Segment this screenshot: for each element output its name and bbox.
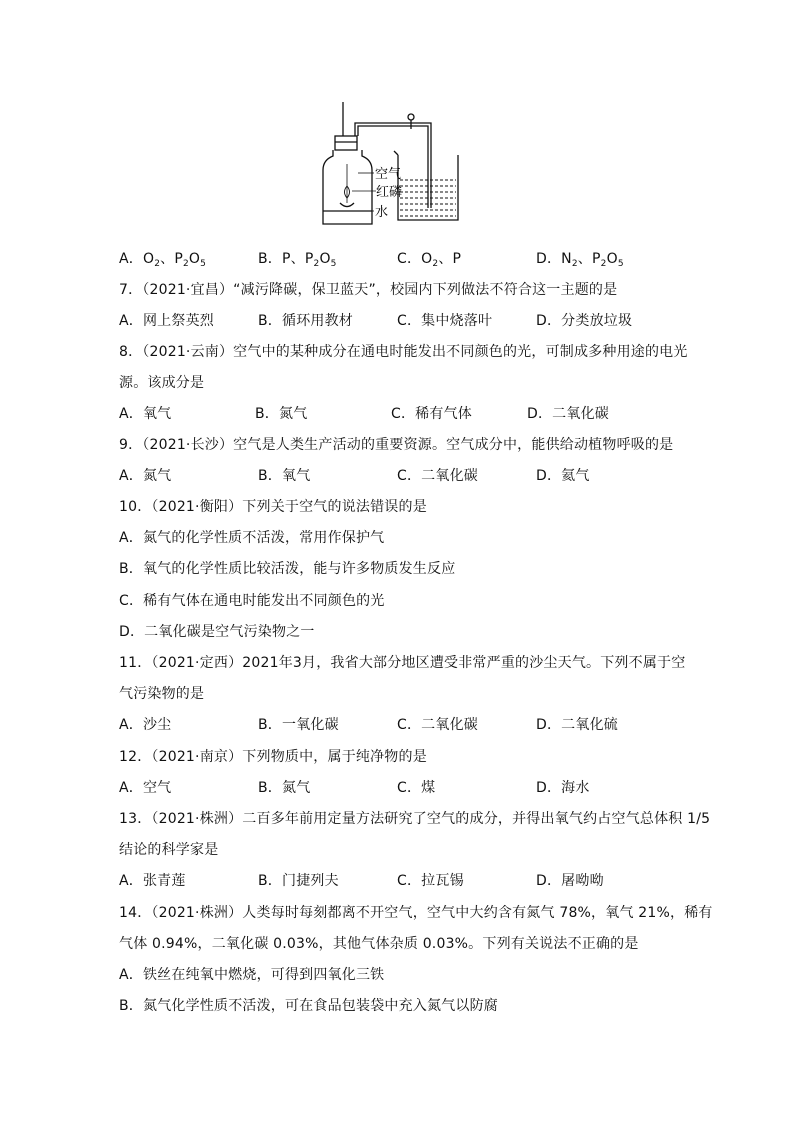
option-c: C．拉瓦锡 bbox=[397, 873, 464, 889]
q10-option-d: D．二氧化碳是空气污染物之一 bbox=[119, 624, 315, 640]
option-d: D．氦气 bbox=[536, 468, 590, 484]
option-b: B．氮气 bbox=[258, 780, 311, 796]
option-a: A．张青莲 bbox=[119, 873, 186, 889]
label-water: 水 bbox=[375, 205, 389, 220]
option-a: A．氮气 bbox=[119, 468, 172, 484]
option-c: C．煤 bbox=[397, 780, 436, 796]
q13-stem-line1: 13．（2021·株洲）二百多年前用定量方法研究了空气的成分，并得出氧气约占空气总体积 1/5 bbox=[119, 811, 711, 827]
q14-stem-line1: 14．（2021·株洲）人类每时每刻都离不开空气，空气中大约含有氮气 78%，氧气 21%，稀有 bbox=[119, 905, 713, 921]
option-b: B．循环用教材 bbox=[258, 313, 354, 329]
option-c: C．二氧化碳 bbox=[397, 717, 478, 733]
option-b: B．氧气 bbox=[258, 468, 311, 484]
option-c: C．集中烧落叶 bbox=[397, 313, 493, 329]
q11-stem-line1: 11．（2021·定西）2021年3月，我省大部分地区遭受非常严重的沙尘天气。下列不属于空 bbox=[119, 655, 686, 671]
option-d: D．二氧化碳 bbox=[527, 406, 609, 422]
q12-stem: 12．（2021·南京）下列物质中，属于纯净物的是 bbox=[119, 749, 427, 765]
option-b: B．氮气 bbox=[255, 406, 308, 422]
q14-option-b: B．氮气化学性质不活泼，可在食品包装袋中充入氮气以防腐 bbox=[119, 998, 499, 1014]
option-a: A．氧气 bbox=[119, 406, 172, 422]
option-a: A．空气 bbox=[119, 780, 172, 796]
option-d: D．海水 bbox=[536, 780, 590, 796]
q8-stem-line1: 8．（2021·云南）空气中的某种成分在通电时能发出不同颜色的光，可制成多种用途的电光 bbox=[119, 344, 688, 360]
option-b: B．一氧化碳 bbox=[258, 717, 339, 733]
option-d: D．分类放垃圾 bbox=[536, 313, 633, 329]
q7-stem: 7．（2021·宜昌）“减污降碳，保卫蓝天”，校园内下列做法不符合这一主题的是 bbox=[119, 282, 618, 298]
q10-option-a: A．氮气的化学性质不活泼，常用作保护气 bbox=[119, 530, 385, 546]
option-c: C．二氧化碳 bbox=[397, 468, 478, 484]
apparatus-figure bbox=[318, 100, 466, 232]
q14-stem-line2: 气体 0.94%，二氧化碳 0.03%，其他气体杂质 0.03%。下列有关说法不正确的是 bbox=[119, 936, 639, 952]
q8-stem-line2: 源。该成分是 bbox=[119, 375, 205, 391]
option-b: B．P、$P_2O_5$ bbox=[258, 251, 337, 269]
label-red-phosphorus: 红磷 bbox=[376, 185, 403, 200]
option-b: B．门捷列夫 bbox=[258, 873, 339, 889]
q11-stem-line2: 气污染物的是 bbox=[119, 686, 205, 702]
apparatus-diagram bbox=[318, 100, 466, 232]
option-d: D．二氧化硫 bbox=[536, 717, 618, 733]
option-d: D．屠呦呦 bbox=[536, 873, 604, 889]
q10-option-c: C．稀有气体在通电时能发出不同颜色的光 bbox=[119, 593, 385, 609]
q9-stem: 9．（2021·长沙）空气是人类生产活动的重要资源。空气成分中，能供给动植物呼吸的是 bbox=[119, 437, 674, 453]
q10-stem: 10．（2021·衡阳）下列关于空气的说法错误的是 bbox=[119, 499, 427, 515]
option-a: A．$O_2$、$P_2O_5$ bbox=[119, 251, 207, 269]
option-a: A．沙尘 bbox=[119, 717, 172, 733]
option-c: C．$O_2$、P bbox=[397, 251, 462, 269]
label-air: 空气 bbox=[375, 167, 402, 182]
option-d: D．$N_2$、$P_2O_5$ bbox=[536, 251, 624, 269]
q10-option-b: B．氧气的化学性质比较活泼，能与许多物质发生反应 bbox=[119, 561, 456, 577]
q14-option-a: A．铁丝在纯氧中燃烧，可得到四氧化三铁 bbox=[119, 967, 385, 983]
option-c: C．稀有气体 bbox=[391, 406, 472, 422]
q13-stem-line2: 结论的科学家是 bbox=[119, 842, 219, 858]
option-a: A．网上祭英烈 bbox=[119, 313, 214, 329]
